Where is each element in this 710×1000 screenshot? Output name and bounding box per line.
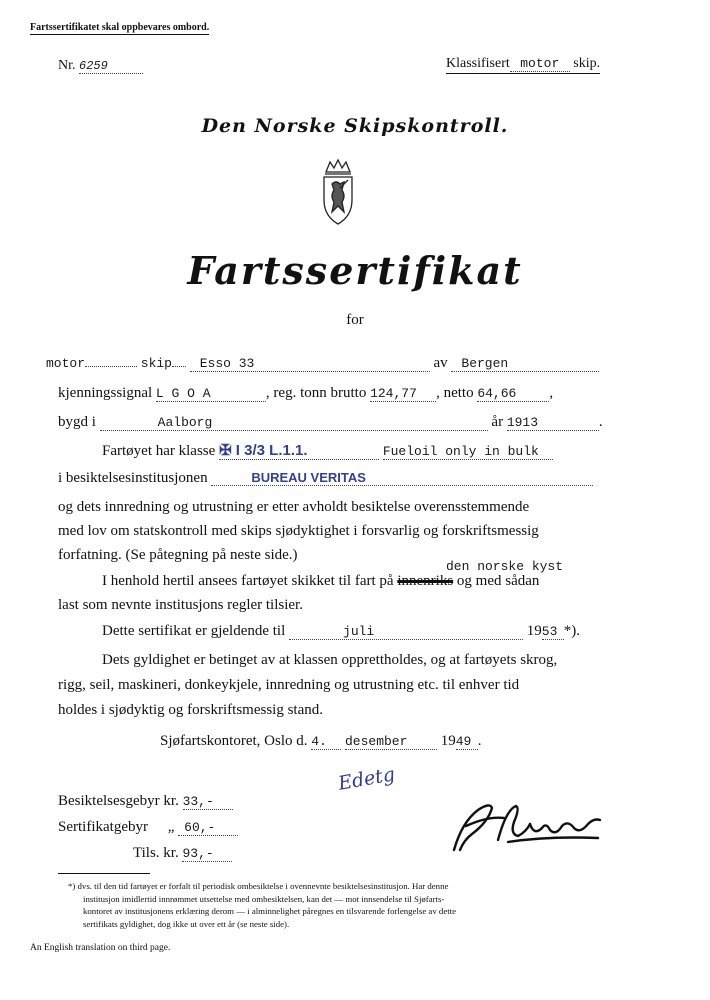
- paragraph2-line2: rigg, seil, maskineri, donkeykjele, innredning og utrustning etc. til enhver tid: [58, 677, 520, 693]
- footnote-line-1: *) dvs. til den tid fartøyet er forfalt til periodisk ombesiktelse i ovennevnte besiktelsesinstitusjon. Har denne: [68, 881, 449, 891]
- home-port: Bergen: [451, 356, 599, 372]
- signal-line: kjenningssignal L G O A , reg. tonn brutto 124,77 , netto 64,66 ,: [58, 385, 554, 401]
- built-year: 1913: [507, 415, 599, 431]
- vessel-type-2: skip: [140, 356, 172, 371]
- trade-line: [102, 573, 539, 590]
- built-place: Aalborg: [100, 415, 488, 431]
- sertifikat-label: Sertifikatgebyr: [58, 819, 148, 835]
- trade-line2: last som nevnte institusjons regler tilsier.: [58, 597, 303, 613]
- brutto-label: , reg. tonn brutto: [265, 385, 367, 401]
- date-year: 49: [456, 734, 478, 750]
- fee-total: [133, 845, 232, 862]
- paragraph2-line3: holdes i sjødyktig og forskriftsmessig stand.: [58, 702, 323, 718]
- handwritten-initials: Edetg: [336, 763, 397, 795]
- validity-year: 53: [542, 624, 564, 640]
- paragraph1-line1: og dets innredning og utrustning er etter avholdt besiktelse overensstemmende: [58, 499, 530, 515]
- klassifisert-label: Klassifisert: [446, 56, 510, 71]
- footnote-line-2: institusjon imidlertid innrømmet utsettelse med ombesiktelsen, kan det — mot innsendelse til Sjøfarts-: [83, 893, 445, 904]
- signal-label: kjenningssignal: [58, 385, 153, 401]
- signal-value: L G O A: [156, 386, 266, 402]
- trade-insert: den norske kyst: [446, 559, 564, 574]
- besiktelse-value: 33,-: [183, 794, 233, 810]
- document-title: Fartssertifikat: [187, 248, 523, 293]
- av-label: av: [433, 355, 448, 371]
- date-day: 4.: [311, 734, 341, 750]
- netto-label: , netto: [436, 385, 474, 401]
- date-month: desember: [345, 734, 437, 750]
- sertifikat-ditto-mark: „: [167, 819, 175, 835]
- validity-line: [102, 623, 580, 640]
- fee-sertifikat: [58, 819, 238, 836]
- netto-value: 64,66: [477, 386, 549, 402]
- validity-month: juli: [289, 624, 523, 640]
- trade-end: og med sådan: [456, 573, 540, 589]
- authority-heading: Den Norske Skipskontroll.: [201, 115, 509, 137]
- year-label: år: [491, 414, 504, 430]
- notice-text: Fartssertifikatet skal oppbevares ombord.: [30, 22, 210, 33]
- nr-label: Nr.: [58, 58, 76, 73]
- signature-image: [448, 796, 608, 861]
- total-value: 93,-: [182, 846, 232, 862]
- footnote-line-4: sertifikats gyldighet, dog ikke ut over ett år (se neste side).: [83, 918, 290, 929]
- class-line: [102, 441, 553, 460]
- certificate-number: [58, 58, 143, 74]
- validity-year-prefix: 19: [526, 623, 542, 639]
- klassifisert-suffix: skip.: [573, 56, 601, 71]
- place-label: Sjøfartskontoret, Oslo d.: [160, 733, 308, 749]
- total-label: Tils. kr.: [133, 845, 179, 861]
- classification: [446, 56, 600, 74]
- english-translation-note: An English translation on third page.: [30, 943, 171, 953]
- nr-value: 6259: [79, 59, 143, 74]
- paragraph2-line1: Dets gyldighet er betinget av at klassen opprettholdes, og at fartøyets skrog,: [102, 652, 558, 668]
- institution-label: i besiktelsesinstitusjonen: [58, 470, 208, 486]
- built-line: bygd i Aalborg år 1913 .: [58, 414, 603, 430]
- class-note: Fueloil only in bulk: [383, 444, 553, 460]
- vessel-name: Esso 33: [190, 356, 430, 372]
- trade-start: I henhold hertil ansees fartøyet skikket til fart på: [102, 573, 394, 589]
- validity-end: *).: [563, 623, 581, 639]
- place-date-line: [160, 733, 482, 750]
- footnote-line-3: kontoret av institusjonens erklæring derom — i alminnelighet påregnes en tilsvarende forlengelse av dette: [83, 906, 457, 916]
- brutto-value: 124,77: [370, 386, 436, 402]
- fee-besiktelse: [58, 793, 233, 810]
- besiktelse-label: Besiktelsesgebyr kr.: [58, 793, 179, 809]
- vessel-line: [46, 355, 599, 372]
- sertifikat-value: 60,-: [178, 820, 238, 836]
- footnote-separator: [58, 873, 150, 874]
- paragraph1-line3: forfatning. (Se påtegning på neste side.): [58, 547, 298, 563]
- coat-of-arms-emblem: [316, 158, 360, 233]
- struck-word: innenriks: [397, 573, 454, 589]
- klassifisert-value: motor: [510, 56, 570, 72]
- institution-stamp: BUREAU VERITAS: [211, 470, 593, 486]
- institution-line: [58, 470, 593, 487]
- date-year-prefix: 19: [440, 733, 456, 749]
- built-label: bygd i: [58, 414, 96, 430]
- date-end: .: [477, 733, 482, 749]
- validity-label: Dette sertifikat er gjeldende til: [102, 623, 286, 639]
- for-word: for: [346, 312, 364, 328]
- footnote: [68, 880, 628, 930]
- class-label: Fartøyet har klasse: [102, 443, 216, 459]
- vessel-type-1: motor: [46, 356, 86, 371]
- paragraph1-line2: med lov om statskontroll med skips sjødyktighet i forsvarlig og forskriftsmessig: [58, 523, 539, 539]
- class-stamp: ✠ I 3/3 L.1.1.: [219, 441, 379, 460]
